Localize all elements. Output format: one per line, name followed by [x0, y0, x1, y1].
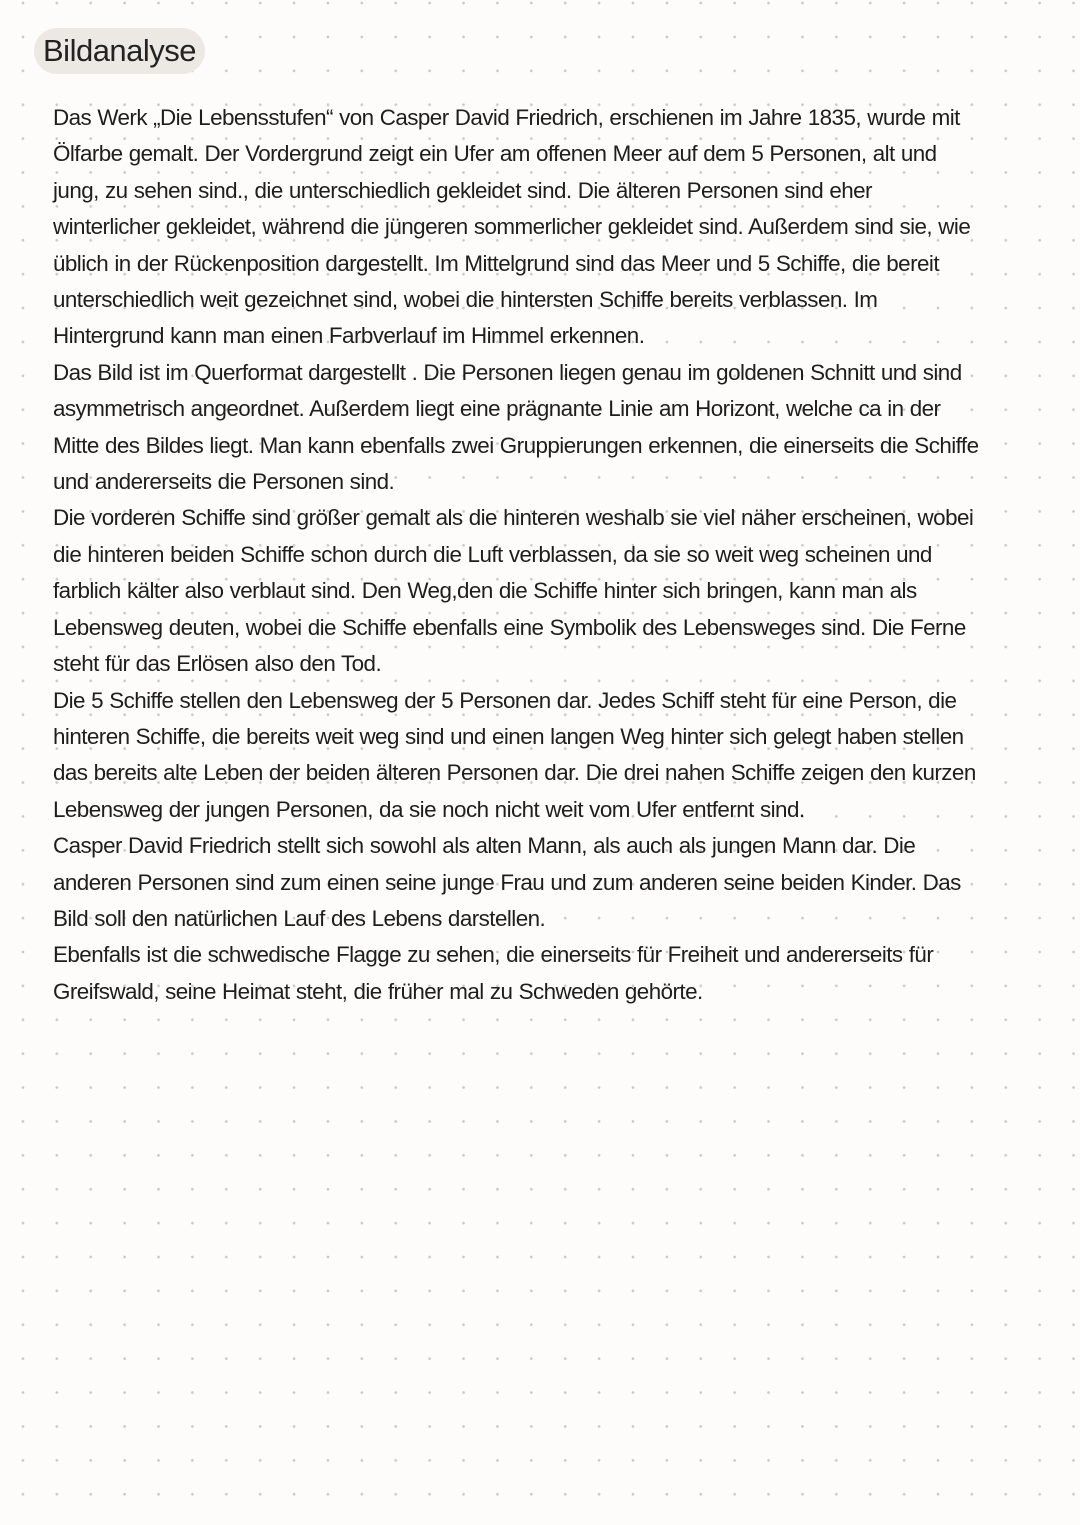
paragraph-flag: Ebenfalls ist die schwedische Flagge zu sehen, die einerseits für Freiheit und andererseits für Greifswald, seine Heimat steht, die früher mal zu Schweden gehörte.: [53, 942, 934, 1004]
paragraph-intro: Das Werk „Die Lebensstufen“ von Casper David Friedrich, erschienen im Jahre 1835, wurde mit Ölfarbe gemalt. Der Vordergrund zeigt ein Ufer am offenen Meer auf dem 5 Personen, alt und jung, zu sehen sind., die unterschiedlich gekleidet sind. Die älteren Personen sind eher winterlicher gekleidet, während die jüngeren sommerlicher gekleidet sind. Außerdem sind sie, wie üblich in der Rückenposition dargestellt. Im Mittelgrund sind das Meer und 5 Schiffe, die bereit unterschiedlich weit gezeichnet sind, wobei die hintersten Schiffe bereits verblassen. Im Hintergrund kann man einen Farbverlauf im Himmel erkennen.: [53, 105, 971, 349]
page-title: Bildanalyse: [43, 33, 197, 68]
title-highlight: [34, 28, 205, 74]
paragraph-persons: Casper David Friedrich stellt sich sowohl als alten Mann, als auch als jungen Mann dar. Die anderen Personen sind zum einen seine junge Frau und zum anderen seine beiden Kinder. Das Bild soll den natürlichen Lauf des Lebens darstellen.: [53, 833, 961, 931]
paragraph-composition: Das Bild ist im Querformat dargestellt . Die Personen liegen genau im goldenen Schnitt und sind asymmetrisch angeordnet. Außerdem liegt eine prägnante Linie am Horizont, welche ca in der Mitte des Bildes liegt. Man kann ebenfalls zwei Gruppierungen erkennen, die einerseits die Schiffe und andererseits die Personen sind.: [53, 359, 979, 495]
paragraph-ships-symbolism: Die 5 Schiffe stellen den Lebensweg der 5 Personen dar. Jedes Schiff steht für eine Person, die hinteren Schiffe, die bereits weit weg sind und einen langen Weg hinter sich gelegt haben stellen das bereits alte Leben der beiden älteren Personen dar. Die drei nahen Schiffe zeigen den kurzen Lebensweg der jungen Personen, da sie noch nicht weit vom Ufer entfernt sind.: [53, 687, 976, 822]
paragraph-perspective: Die vorderen Schiffe sind größer gemalt als die hinteren weshalb sie viel näher erscheinen, wobei die hinteren beiden Schiffe schon durch die Luft verblassen, da sie so weit weg scheinen und farblich kälter also verblaut sind. Den Weg,den die Schiffe hinter sich bringen, kann man als Lebensweg deuten, wobei die Schiffe ebenfalls eine Symbolik des Lebensweges sind. Die Ferne steht für das Erlösen also den Tod.: [53, 505, 974, 677]
analysis-text: [53, 100, 983, 1010]
